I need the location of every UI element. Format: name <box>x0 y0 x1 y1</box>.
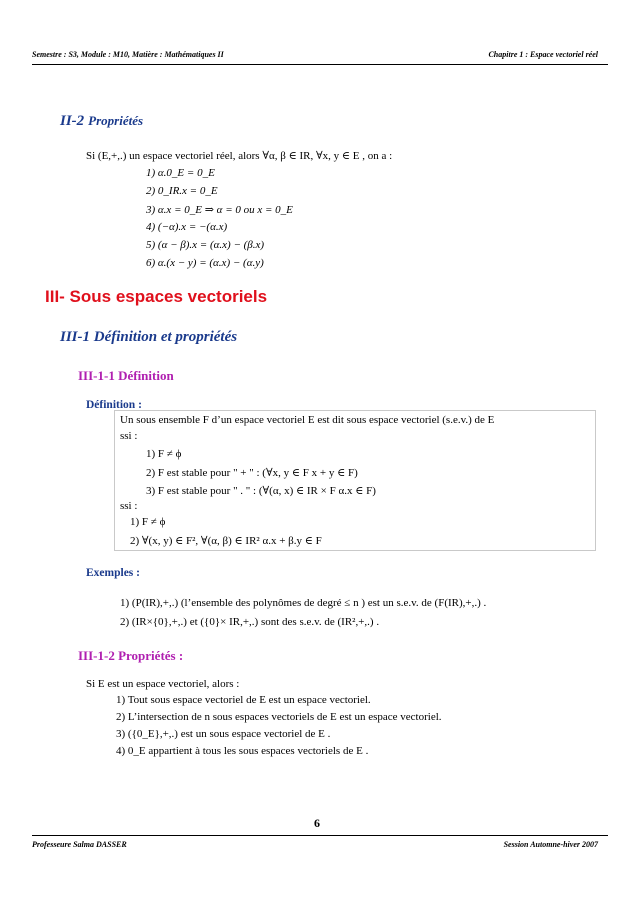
definition-ssi: ssi : <box>120 500 138 512</box>
definition-box <box>114 410 596 551</box>
property-item: 6) α.(x − y) = (α.x) − (α.y) <box>146 257 264 269</box>
section-ii2-intro: Si (E,+,.) un espace vectoriel réel, alors ∀α, β ∈ IR, ∀x, y ∈ E , on a : <box>86 150 393 162</box>
property-item: 4) 0_E appartient à tous les sous espaces vectoriels de E . <box>116 745 369 757</box>
section-ii2-heading <box>60 112 143 130</box>
property-item: 5) (α − β).x = (α.x) − (β.x) <box>146 239 265 251</box>
footer-left: Professeure Salma DASSER <box>32 840 127 849</box>
property-item: 1) α.0_E = 0_E <box>146 167 215 179</box>
example-item: 1) (P(IR),+,.) (l’ensemble des polynômes de degré ≤ n ) est un s.e.v. de (F(IR),+,.) . <box>120 597 487 609</box>
property-item: 1) Tout sous espace vectoriel de E est un espace vectoriel. <box>116 694 371 706</box>
page-number: 6 <box>314 816 320 830</box>
property-item: 3) ({0_E},+,.) est un sous espace vectoriel de E . <box>116 728 331 740</box>
definition-line: Un sous ensemble F d’un espace vectoriel E est dit sous espace vectoriel (s.e.v.) de E <box>120 414 495 426</box>
property-item: 2) L’intersection de n sous espaces vectoriels de E est un espace vectoriel. <box>116 711 442 723</box>
property-item: 2) 0_IR.x = 0_E <box>146 185 218 197</box>
section-ii2-title: Propriétés <box>88 113 144 128</box>
definition-condition: 2) F est stable pour " + " : (∀x, y ∈ F x + y ∈ F) <box>146 467 358 479</box>
section-iii12-title: III-1-2 Propriétés : <box>78 648 184 663</box>
section-iii-title: III- Sous espaces vectoriels <box>45 287 268 306</box>
definition-condition: 1) F ≠ ϕ <box>130 516 166 528</box>
definition-label: Définition : <box>86 399 142 411</box>
section-iii1-title: III-1 Définition et propriétés <box>60 329 238 345</box>
section-iii11-title: III-1-1 Définition <box>78 368 174 383</box>
property-item: 3) α.x = 0_E ⇒ α = 0 ou x = 0_E <box>146 204 293 216</box>
header-left: Semestre : S3, Module : M10, Matière : Mathématiques II <box>32 50 224 59</box>
header-rule <box>32 64 608 65</box>
example-item: 2) (IR×{0},+,.) et ({0}× IR,+,.) sont des s.e.v. de (IR²,+,.) . <box>120 616 380 628</box>
definition-condition: 3) F est stable pour " . " : (∀(α, x) ∈ IR × F α.x ∈ F) <box>146 485 376 497</box>
footer-rule <box>32 835 608 836</box>
examples-label: Exemples : <box>86 567 140 579</box>
definition-condition: 1) F ≠ ϕ <box>146 448 182 460</box>
section-ii2-number: II-2 <box>60 113 85 129</box>
footer-right: Session Automne-hiver 2007 <box>503 840 598 849</box>
header-right: Chapitre 1 : Espace vectoriel réel <box>488 50 598 59</box>
definition-ssi: ssi : <box>120 430 138 442</box>
property-item: 4) (−α).x = −(α.x) <box>146 221 228 233</box>
definition-condition: 2) ∀(x, y) ∈ F², ∀(α, β) ∈ IR² α.x + β.y ∈ F <box>130 535 322 547</box>
section-iii12-intro: Si E est un espace vectoriel, alors : <box>86 678 240 690</box>
